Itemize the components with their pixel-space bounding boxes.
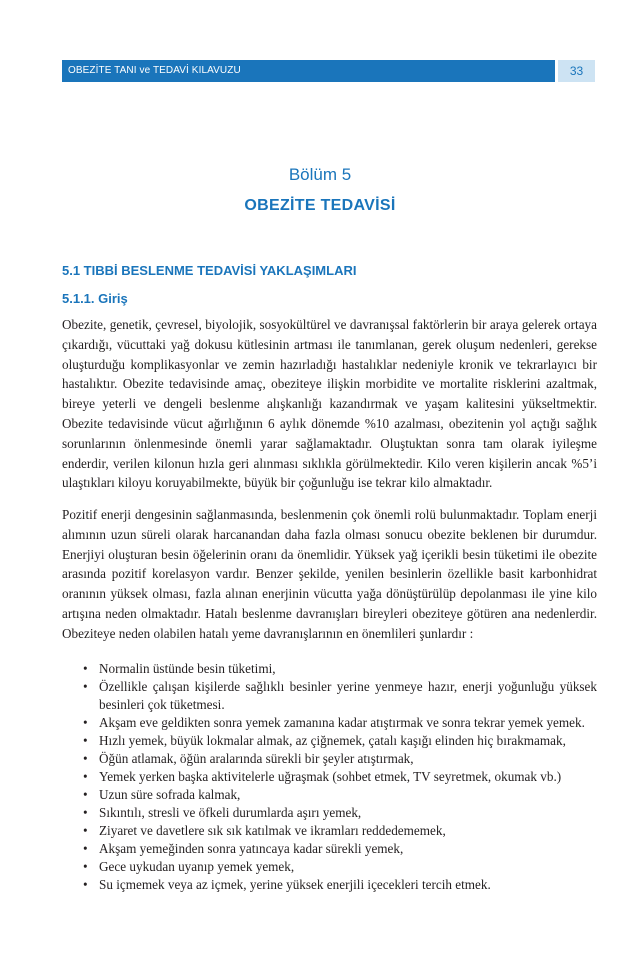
bullet-icon: • <box>83 787 88 802</box>
list-item-text: Akşam yemeğinden sonra yatıncaya kadar sürekli yemek, <box>99 841 404 856</box>
list-item-text: Sıkıntılı, stresli ve öfkeli durumlarda aşırı yemek, <box>99 805 362 820</box>
subsection-heading: 5.1.1. Giriş <box>62 291 128 306</box>
list-item <box>62 714 597 732</box>
list-item-text: Öğün atlamak, öğün aralarında sürekli bir şeyler atıştırmak, <box>99 751 414 766</box>
list-item-text: Hızlı yemek, büyük lokmalar almak, az çiğnemek, çatalı kaşığı elinden hiç bırakmamak, <box>99 733 566 748</box>
body-paragraph: Pozitif enerji dengesinin sağlanmasında, beslenmenin çok önemli rolü bulunmaktadır. Toplam enerji alımının uzun süreli olarak harcanandan daha fazla olması sonucu obezite beklenen bir durumdur. Enerjiyi oluşturan besin öğelerinin oranı da önemlidir. Yüksek yağ içerikli besin tüketimi ile obezite arasında pozitif korelasyon vardır. Benzer şekilde, yenilen besinlerin özellikle basit karbonhidrat oranının yüksek olması, fazla alınan enerjinin vücutta yağa dönüştürülüp depolanması ile yine kilo artışına neden olmaktadır. Hatalı beslenme davranışları bireyleri obeziteye götüren ana nedenlerdir. Obeziteye neden olabilen hatalı yeme davranışlarının en önemlileri şunlardır : <box>62 507 597 641</box>
list-item <box>62 660 597 678</box>
bullet-icon: • <box>83 805 88 820</box>
bullet-icon: • <box>83 769 88 784</box>
list-item <box>62 840 597 858</box>
page-number: 33 <box>569 64 584 78</box>
list-item-text: Gece uykudan uyanıp yemek yemek, <box>99 859 295 874</box>
body-paragraph: Obezite, genetik, çevresel, biyolojik, sosyokültürel ve davranışsal faktörlerin bir araya gelerek ortaya çıkardığı, vücuttaki yağ dokusu kütlesinin artması ile tanımlanan, gerek oluşum nedenleri, gerekse oluşturduğu komplikasyonlar ve zemin hazırladığı hastalıklar nedeniyle kronik ve tekrarlayıcı bir hastalıktır. Obezite tedavisinde amaç, obeziteye ilişkin morbidite ve mortalite risklerini azaltmak, bireye yeterli ve dengeli beslenme alışkanlığı kazandırmak ve yaşam kalitesini yükseltmektir. Obezite tedavisinde vücut ağırlığının 6 aylık dönemde %10 azalması, obezitenin yol açtığı sağlık sorunlarının önlenmesinde önemli yarar sağlamaktadır. Oluştuktan sonra tam olarak iyileşme enderdir, verilen kilonun hızla geri alınması sıklıkla görülmektedir. Kilo veren kişilerin ancak %5’i ulaştıkları kiloyu koruyabilmekte, büyük bir çoğunluğu ise tekrar kilo almaktadır. <box>62 317 597 491</box>
bullet-icon: • <box>83 751 88 766</box>
list-item <box>62 804 597 822</box>
list-item-text: Akşam eve geldikten sonra yemek zamanına kadar atıştırmak ve sonra tekrar yemek yemek. <box>99 715 585 730</box>
bullet-icon: • <box>83 733 88 748</box>
list-item <box>62 858 597 876</box>
list-item <box>62 750 597 768</box>
eating-behaviors-list <box>62 660 597 894</box>
list-item <box>62 822 597 840</box>
list-item-text: Yemek yerken başka aktivitelerle uğraşmak (sohbet etmek, TV seyretmek, okumak vb.) <box>99 769 562 784</box>
list-item-text: Özellikle çalışan kişilerde sağlıklı besinler yerine yenmeye hazır, enerji yoğunluğu yüksek besinleri çok tüketmesi. <box>99 679 597 712</box>
list-item-text: Ziyaret ve davetlere sık sık katılmak ve ikramları reddedememek, <box>99 823 446 838</box>
bullet-icon: • <box>83 877 88 892</box>
list-item <box>62 876 597 894</box>
bullet-icon: • <box>83 841 88 856</box>
list-item <box>62 768 597 786</box>
bullet-icon: • <box>83 679 88 694</box>
page-number-box <box>558 60 595 82</box>
bullet-icon: • <box>83 661 88 676</box>
section-heading: 5.1 TIBBİ BESLENME TEDAVİSİ YAKLAŞIMLARI <box>62 263 357 278</box>
running-header-bar <box>62 60 555 82</box>
chapter-label: Bölüm 5 <box>288 165 352 184</box>
list-item-text: Uzun süre sofrada kalmak, <box>99 787 241 802</box>
chapter-title: OBEZİTE TEDAVİSİ <box>244 197 396 214</box>
list-item <box>62 678 597 714</box>
list-item <box>62 732 597 750</box>
list-item <box>62 786 597 804</box>
list-item-text: Su içmemek veya az içmek, yerine yüksek enerjili içecekleri tercih etmek. <box>99 877 491 892</box>
bullet-icon: • <box>83 715 88 730</box>
bullet-icon: • <box>83 859 88 874</box>
bullet-icon: • <box>83 823 88 838</box>
list-item-text: Normalin üstünde besin tüketimi, <box>99 661 276 676</box>
running-header-title: OBEZİTE TANI ve TEDAVİ KILAVUZU <box>68 65 241 76</box>
